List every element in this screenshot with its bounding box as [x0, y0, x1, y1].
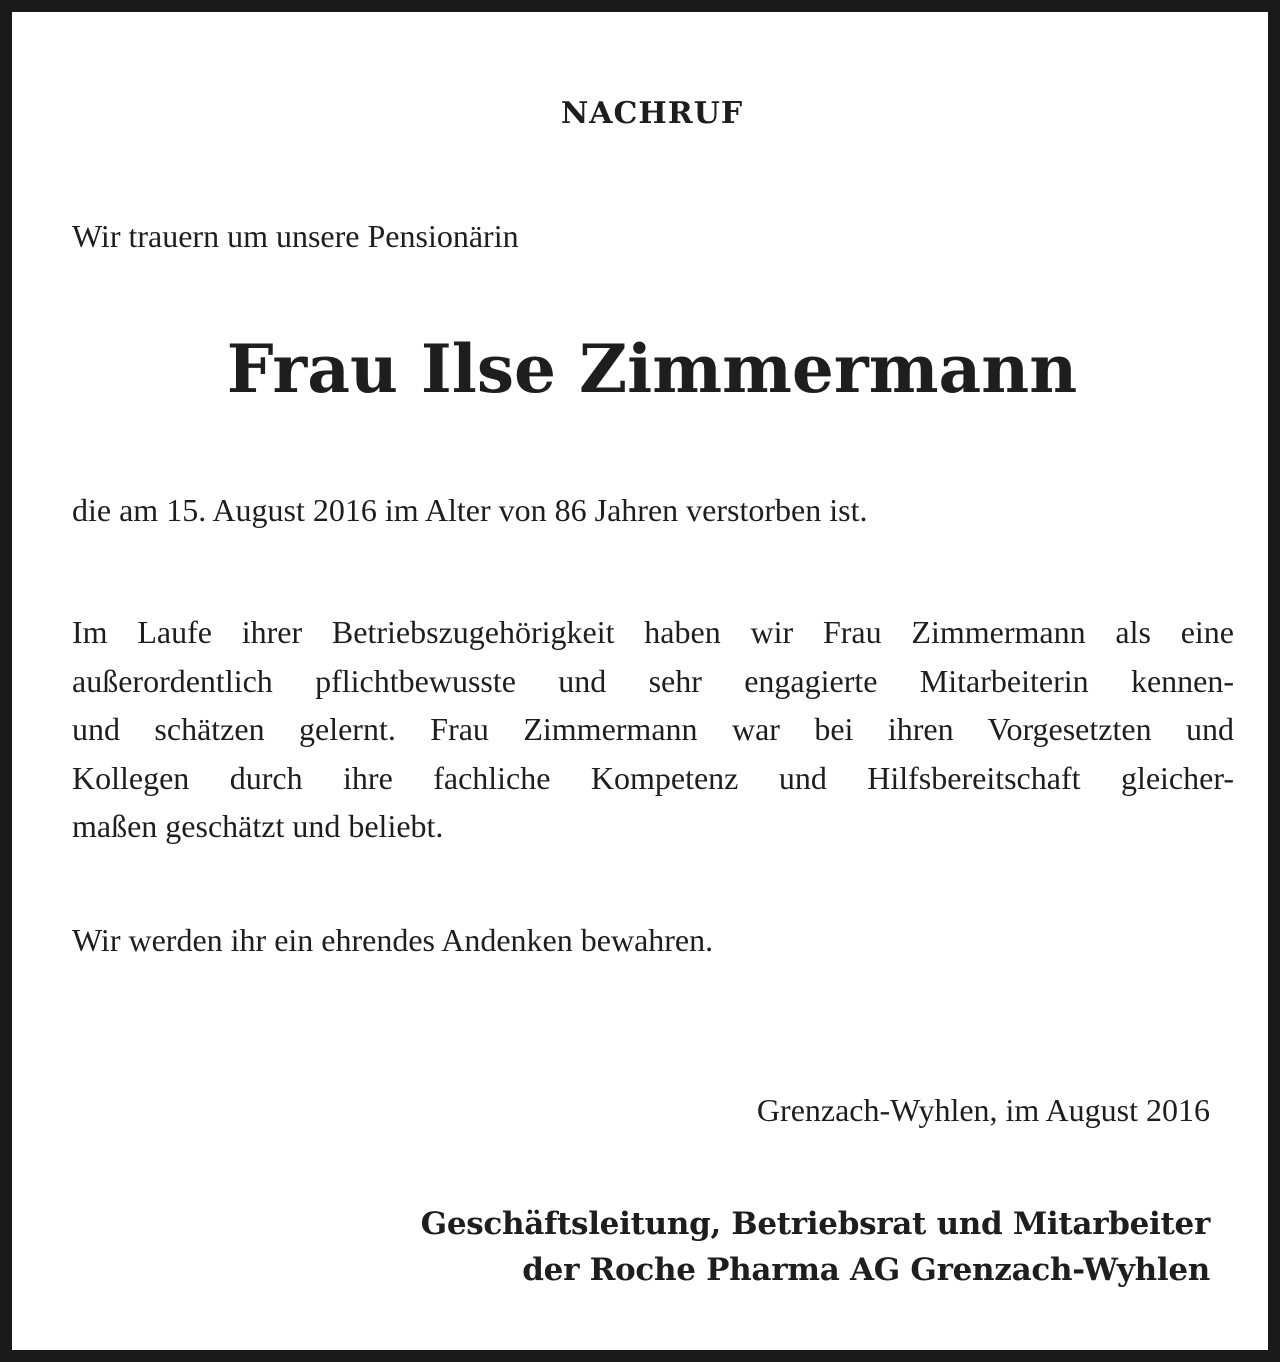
signature-line-1: Geschäftsleitung, Betriebsrat und Mitarbeiter	[420, 1206, 1210, 1242]
intro-line: Wir trauern um unsere Pensionärin	[72, 218, 519, 254]
deceased-name: Frau Ilse Zimmermann	[226, 330, 1078, 408]
place-date: Grenzach-Wyhlen, im August 2016	[756, 1092, 1210, 1128]
tribute-paragraph	[72, 608, 1234, 851]
tribute-line: Im Laufe ihrer Betriebszugehörigkeit haben wir Frau Zimmermann als eine	[72, 614, 1234, 650]
tribute-line: und schätzen gelernt. Frau Zimmermann war bei ihren Vorgesetzten und	[72, 711, 1234, 747]
tribute-line: Kollegen durch ihre fachliche Kompetenz und Hilfsbereitschaft gleicher-	[72, 759, 1234, 796]
notice-heading: NACHRUF	[560, 96, 744, 131]
tribute-line: maßen geschätzt und beliebt.	[72, 808, 444, 844]
closing-line: Wir werden ihr ein ehrendes Andenken bewahren.	[72, 922, 714, 958]
death-details: die am 15. August 2016 im Alter von 86 Jahren verstorben ist.	[72, 492, 868, 528]
tribute-line: außerordentlich pflichtbewusste und sehr engagierte Mitarbeiterin kennen-	[72, 662, 1234, 699]
signature-line-2: der Roche Pharma AG Grenzach-Wyhlen	[522, 1252, 1210, 1288]
